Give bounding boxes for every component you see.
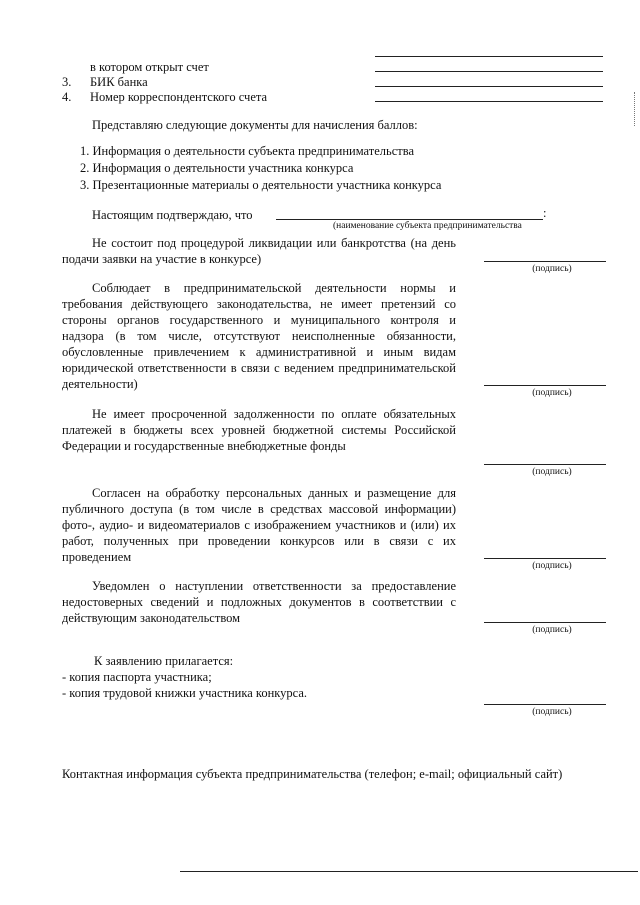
signature-field	[484, 704, 606, 718]
signature-field	[484, 385, 606, 399]
statement: Не состоит под процедурой ликвидации или банкротства (на день подачи заявки на участие в конкурсе)	[62, 236, 456, 266]
signature-field	[484, 261, 606, 275]
statement: Не имеет просроченной задолженности по оплате обязательных платежей в бюджеты всех уровней бюджетной системы Российской Федерации и государственные внебюджетные фонды	[62, 407, 456, 453]
fill-line	[375, 101, 603, 102]
docs-intro: Представляю следующие документы для начисления баллов:	[92, 118, 418, 132]
docs-list-item: 2. Информация о деятельности участника конкурса	[80, 161, 354, 175]
statement: Уведомлен о наступлении ответственности за предоставление недостоверных сведений и подложных документов в соответствии с действующим законодательством	[62, 579, 456, 625]
confirm-colon: :	[543, 206, 547, 220]
bank-row-number: 3.	[62, 75, 72, 89]
signature-caption: (подпись)	[532, 561, 572, 571]
bank-row-number: 4.	[62, 90, 72, 104]
signature-field	[484, 464, 606, 478]
signature-caption: (подпись)	[532, 707, 572, 717]
bottom-rule	[180, 871, 638, 872]
bank-row-label: в котором открыт счет	[90, 60, 209, 74]
confirm-caption: (наименование субъекта предпринимательства	[333, 221, 522, 231]
signature-caption: (подпись)	[532, 467, 572, 477]
attachment-item: - копия трудовой книжки участника конкурса.	[62, 686, 308, 700]
attachment-item: - копия паспорта участника;	[62, 670, 212, 684]
fill-line	[375, 86, 603, 87]
signature-field	[484, 558, 606, 572]
signature-field	[484, 622, 606, 636]
signature-line	[484, 464, 606, 465]
signature-line	[484, 558, 606, 559]
signature-line	[484, 704, 606, 705]
confirm-fill-line	[276, 219, 543, 220]
signature-caption: (подпись)	[532, 264, 572, 274]
contact-info: Контактная информация субъекта предпринимательства (телефон; e-mail; официальный сайт)	[62, 767, 563, 781]
docs-list-item: 1. Информация о деятельности субъекта предпринимательства	[80, 144, 415, 158]
statement: Соблюдает в предпринимательской деятельности нормы и требования действующего законодательства, не имеет претензий со стороны органов государственного и муниципального контроля и надзора (в том числе, отсутствуют неисполненные обязанности, обусловленные привлечением к административной и иным видам юридической ответственности в связи с ведением предпринимательской деятельности)	[62, 281, 456, 391]
fill-line	[375, 71, 603, 72]
signature-line	[484, 385, 606, 386]
fill-line	[375, 56, 603, 57]
signature-caption: (подпись)	[532, 388, 572, 398]
signature-line	[484, 622, 606, 623]
signature-caption: (подпись)	[532, 625, 572, 635]
bank-row-label: БИК банка	[90, 75, 148, 89]
docs-list-item: 3. Презентационные материалы о деятельности участника конкурса	[80, 178, 442, 192]
bank-row-label: Номер корреспондентского счета	[90, 90, 268, 104]
statement: Согласен на обработку персональных данных и размещение для публичного доступа (в том числе в средствах массовой информации) фото-, аудио- и видеоматериалов с изображением участников и (или) их работ, полученных при проведении конкурсов или в связи с их проведением	[62, 486, 456, 564]
confirm-text: Настоящим подтверждаю, что	[92, 208, 253, 222]
scan-edge-mark	[634, 92, 638, 126]
attachments-title: К заявлению прилагается:	[94, 654, 234, 668]
signature-line	[484, 261, 606, 262]
